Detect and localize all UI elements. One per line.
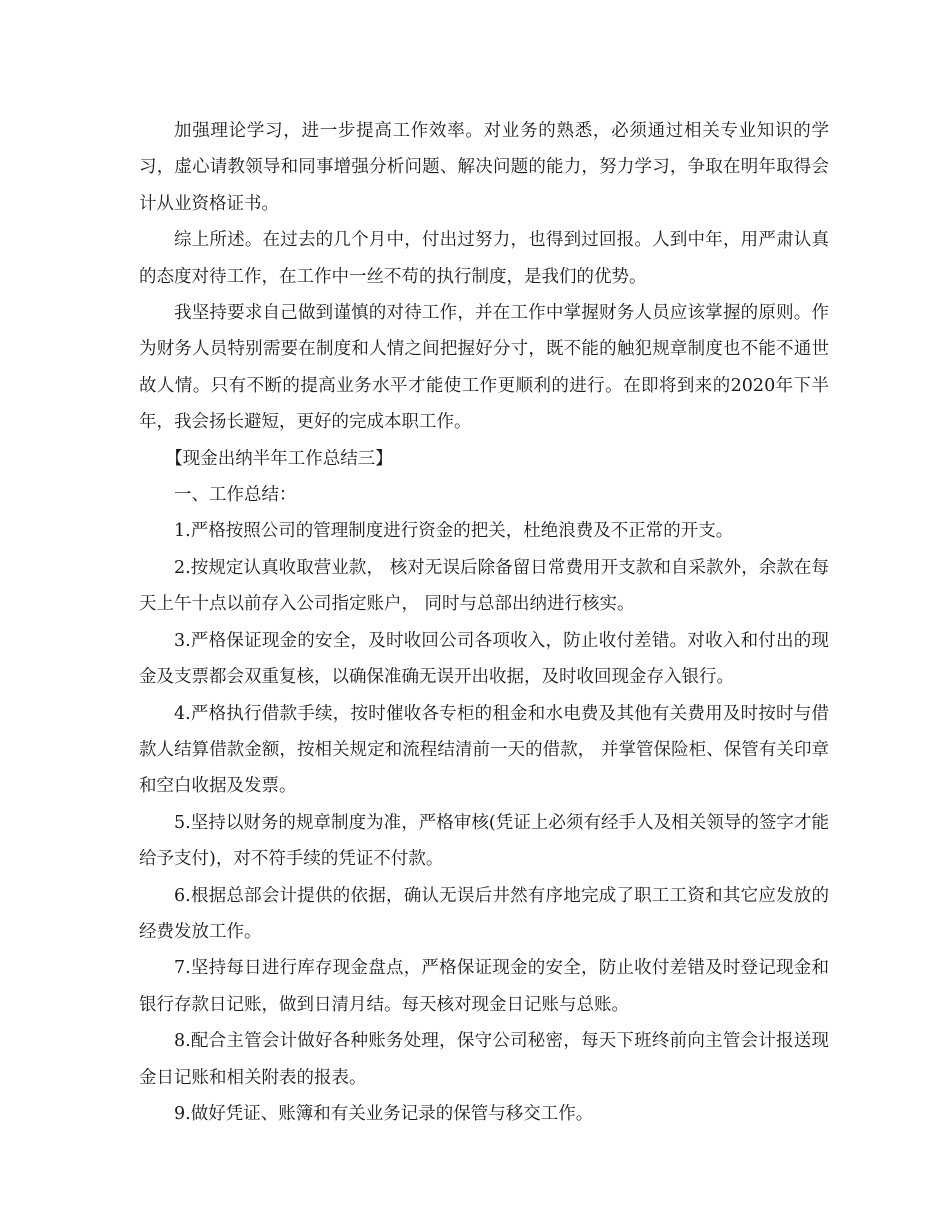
list-item: 3.严格保证现金的安全，及时收回公司各项收入，防止收付差错。对收入和付出的现金及支票都会双重复核，以确保准确无误开出收据，及时收回现金存入银行。 [139,630,829,688]
list-item: 8.配合主管会计做好各种账务处理，保守公司秘密，每天下班终前向主管会计报送现金日记账和相关附表的报表。 [139,1031,829,1088]
section-subheading: 一、工作总结： [174,485,297,506]
body-paragraph: 综上所述。在过去的几个月中，付出过努力，也得到过回报。人到中年，用严肃认真的态度对待工作，在工作中一丝不苟的执行制度，是我们的优势。 [139,230,829,287]
list-item: 9.做好凭证、账簿和有关业务记录的保管与移交工作。 [174,1103,594,1124]
document-body [139,113,829,1132]
list-item: 1.严格按照公司的管理制度进行资金的把关，杜绝浪费及不正常的开支。 [174,521,734,542]
list-item: 7.坚持每日进行库存现金盘点，严格保证现金的安全，防止收付差错及时登记现金和银行存款日记账，做到日清月结。每天核对现金日记账与总账。 [139,958,829,1015]
list-item: 4.严格执行借款手续，按时催收各专柜的租金和水电费及其他有关费用及时按时与借款人结算借款金额，按相关规定和流程结清前一天的借款， 并掌管保险柜、保管有关印章和空白收据及发票。 [139,703,829,797]
body-paragraph: 加强理论学习，进一步提高工作效率。对业务的熟悉，必须通过相关专业知识的学习，虚心请教领导和同事增强分析问题、解决问题的能力，努力学习，争取在明年取得会计从业资格证书。 [139,121,829,214]
list-item: 6.根据总部会计提供的依据，确认无误后井然有序地完成了职工工资和其它应发放的经费发放工作。 [139,885,829,942]
list-item: 2.按规定认真收取营业款， 核对无误后除备留日常费用开支款和自采款外，余款在每天上午十点以前存入公司指定账户， 同时与总部出纳进行核实。 [139,557,829,615]
list-item: 5.坚持以财务的规章制度为准，严格审核(凭证上必须有经手人及相关领导的签字才能给予支付)，对不符手续的凭证不付款。 [139,812,829,870]
body-paragraph: 我坚持要求自己做到谨慎的对待工作，并在工作中掌握财务人员应该掌握的原则。作为财务人员特别需要在制度和人情之间把握好分寸，既不能的触犯规章制度也不能不通世故人情。只有不断的提高业务水平才能使工作更顺利的进行。在即将到来的2020年下半年，我会扬长避短，更好的完成本职工作。 [139,303,829,433]
section-title: 【现金出纳半年工作总结三】 [165,448,393,469]
